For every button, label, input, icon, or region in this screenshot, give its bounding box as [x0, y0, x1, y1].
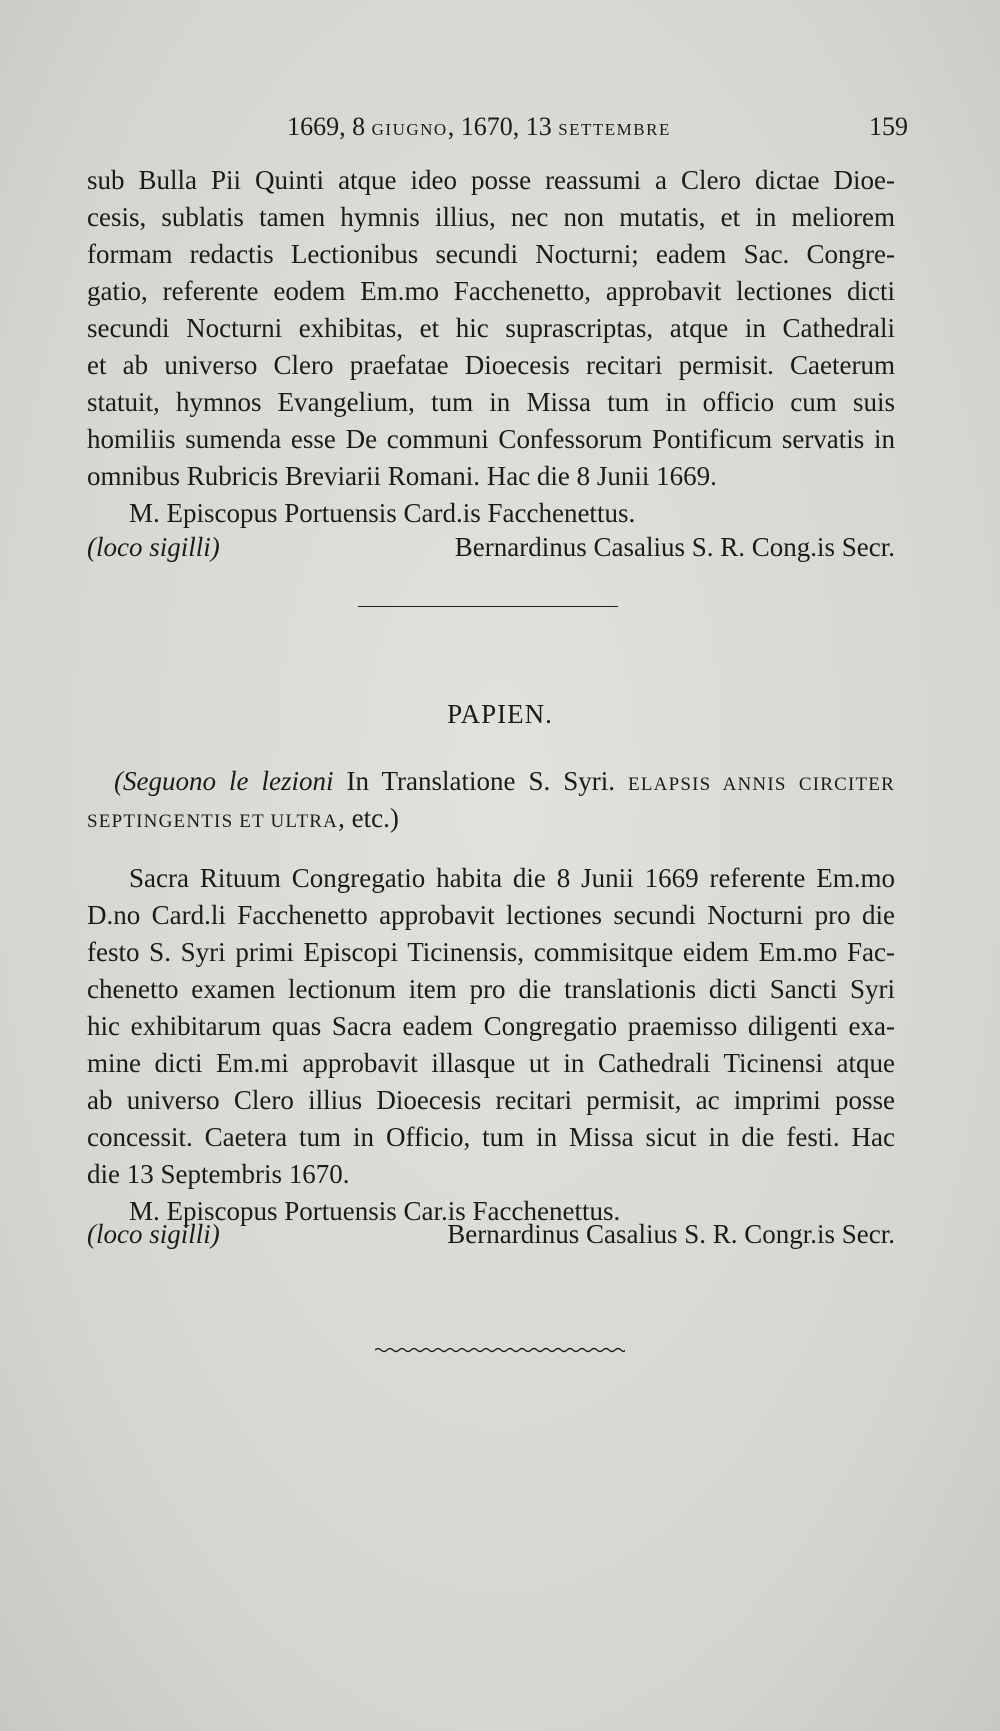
page-number: 159 — [869, 112, 908, 141]
text-line: ab universo Clero illius Dioecesis recitari permisit, ac imprimi posse — [87, 1085, 895, 1115]
text-line: cesis, sublatis tamen hymnis illius, nec non mutatis, et in meliorem — [87, 202, 895, 232]
note-line: SEPTINGENTIS ET ULTRA, etc.) — [87, 803, 399, 833]
text-line: concessit. Caetera tum in Officio, tum in Missa sicut in die festi. Hac — [87, 1122, 895, 1152]
text-line: hic exhibitarum quas Sacra eadem Congregatio praemisso diligenti exa- — [87, 1011, 895, 1041]
running-header — [90, 112, 908, 152]
decree-2-body — [87, 860, 895, 1230]
note-line: (Seguono le lezioni In Translatione S. Syri. ELAPSIS ANNIS CIRCITER — [114, 766, 895, 796]
text-line: gatio, referente eodem Em.mo Facchenetto, approbavit lectiones dicti — [87, 276, 895, 306]
text-line: et ab universo Clero praefatae Dioecesis recitari permisit. Caeterum — [87, 350, 895, 380]
secretary-signature: Bernardinus Casalius S. R. Congr.is Secr. — [447, 1219, 895, 1249]
text-line: sub Bulla Pii Quinti atque ideo posse reassumi a Clero dictae Dioe- — [87, 165, 895, 195]
decree-1-body — [87, 162, 895, 532]
secretary-signature: Bernardinus Casalius S. R. Cong.is Secr. — [454, 532, 895, 562]
text-line: formam redactis Lectionibus secundi Nocturni; eadem Sac. Congre- — [87, 239, 895, 269]
running-title: 1669, 8 GIUGNO, 1670, 13 SETTEMBRE — [287, 112, 671, 141]
signature-line: M. Episcopus Portuensis Card.is Facchenettus. — [129, 498, 636, 528]
text-line: statuit, hymnos Evangelium, tum in Missa tum in officio cum suis — [87, 387, 895, 417]
seal-and-secretary-row-2 — [87, 1219, 895, 1256]
text-line: die 13 Septembris 1670. — [87, 1159, 350, 1189]
section-title: PAPIEN. — [447, 699, 553, 729]
text-line: omnibus Rubricis Breviarii Romani. Hac die 8 Junii 1669. — [87, 461, 717, 491]
text-line: mine dicti Em.mi approbavit illasque ut in Cathedrali Ticinensi atque — [87, 1048, 895, 1078]
editorial-note-cont — [87, 800, 895, 837]
text-line: secundi Nocturni exhibitas, et hic suprascriptas, atque in Cathedrali — [87, 313, 895, 343]
text-line: chenetto examen lectionum item pro die translationis dicti Sancti Syri — [87, 974, 895, 1004]
text-line: Sacra Rituum Congregatio habita die 8 Junii 1669 referente Em.mo — [129, 863, 895, 893]
signature-line: M. Episcopus Portuensis Car.is Facchenettus. — [129, 1196, 621, 1226]
editorial-note — [114, 763, 895, 800]
seal-note: (loco sigilli) — [87, 532, 220, 562]
text-line: homiliis sumenda esse De communi Confessorum Pontificum servatis in — [87, 424, 895, 454]
section-divider — [358, 606, 618, 607]
seal-note: (loco sigilli) — [87, 1219, 220, 1249]
text-line: D.no Card.li Facchenetto approbavit lectiones secundi Nocturni pro die — [87, 900, 895, 930]
end-ornament-rule — [375, 1345, 625, 1355]
text-line: festo S. Syri primi Episcopi Ticinensis, commisitque eidem Em.mo Fac- — [87, 937, 895, 967]
seal-and-secretary-row — [87, 532, 895, 569]
